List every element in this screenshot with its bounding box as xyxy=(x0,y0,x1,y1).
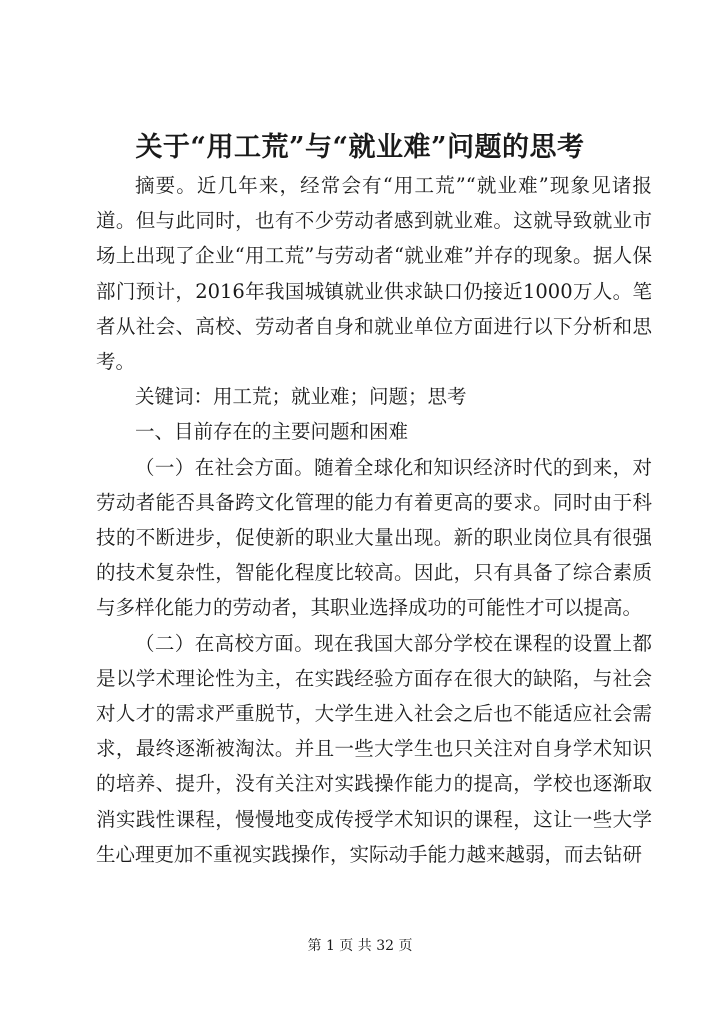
document-body xyxy=(96,168,652,872)
document-title: 关于“用工荒”与“就业难”问题的思考 xyxy=(135,132,585,163)
abstract-paragraph: 摘要。近几年来，经常会有“用工荒”“就业难”现象见诸报道。但与此同时，也有不少劳动者感到就业难。这就导致就业市场上出现了企业“用工荒”与劳动者“就业难”并存的现象。据人保部门预计，2016年我国城镇就业供求缺口仍接近1000万人。笔者从社会、高校、劳动者自身和就业单位方面进行以下分析和思考。 xyxy=(96,174,652,374)
keywords-paragraph: 关键词：用工荒；就业难；问题；思考 xyxy=(135,385,467,409)
section-heading: 一、目前存在的主要问题和困难 xyxy=(135,420,409,444)
page-number: 第 1 页 共 32 页 xyxy=(307,938,413,954)
society-paragraph: （一）在社会方面。随着全球化和知识经济时代的到来，对劳动者能否具备跨文化管理的能力有着更高的要求。同时由于科技的不断进步，促使新的职业大量出现。新的职业岗位具有很强的技术复杂性，智能化程度比较高。因此，只有具备了综合素质与多样化能力的劳动者，其职业选择成功的可能性才可以提高。 xyxy=(96,455,652,620)
university-paragraph: （二）在高校方面。现在我国大部分学校在课程的设置上都是以学术理论性为主，在实践经验方面存在很大的缺陷，与社会对人才的需求严重脱节，大学生进入社会之后也不能适应社会需求，最终逐渐被淘汰。并且一些大学生也只关注对自身学术知识的培养、提升，没有关注对实践操作能力的提高，学校也逐渐取消实践性课程，慢慢地变成传授学术知识的课程，这让一些大学生心理更加不重视实践操作，实际动手能力越来越弱，而去钻研 xyxy=(96,631,652,866)
